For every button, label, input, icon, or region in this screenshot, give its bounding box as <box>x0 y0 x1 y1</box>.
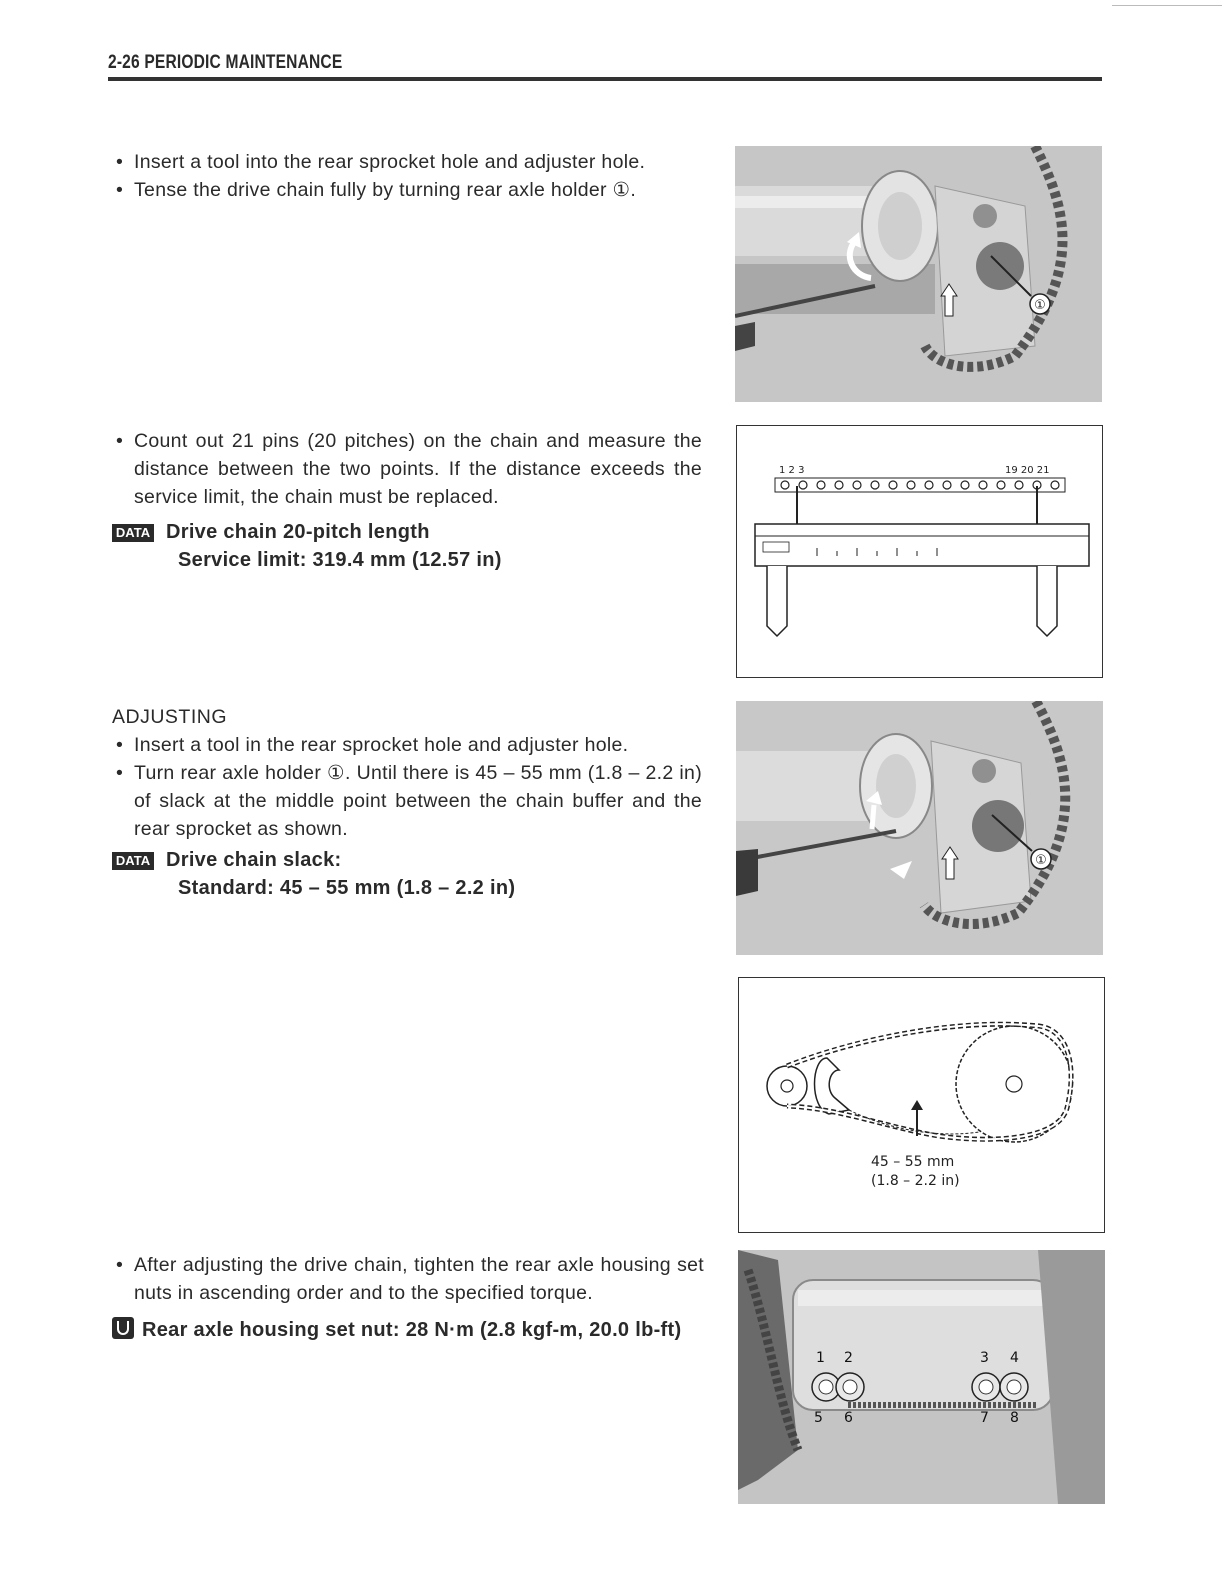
data-icon: DATA <box>112 524 154 542</box>
corner-mark <box>1112 5 1222 6</box>
bullet-tense-chain: • Tense the drive chain fully by turning rear axle holder ①. <box>112 176 702 204</box>
nut-label-7: 7 <box>980 1410 989 1426</box>
spec-chain-slack <box>112 846 702 902</box>
photo-rear-axle-tense-drawing <box>735 146 1102 402</box>
nut-label-4: 4 <box>1010 1350 1019 1366</box>
header-rule <box>108 77 1102 81</box>
bullet-count-pins: • Count out 21 pins (20 pitches) on the chain and measure the distance between the two points. If the distance exceeds the service limit, the chain must be replaced. <box>112 427 702 511</box>
section-3 <box>112 703 702 843</box>
nut-label-8: 8 <box>1010 1410 1019 1426</box>
nut-label-5: 5 <box>814 1410 823 1426</box>
nut-label-6: 6 <box>844 1410 853 1426</box>
section-4 <box>112 1251 704 1307</box>
nut-label-2: 2 <box>844 1350 853 1366</box>
adjusting-heading: ADJUSTING <box>112 706 228 728</box>
bullet-insert-tool: • Insert a tool into the rear sprocket hole and adjuster hole. <box>112 148 702 176</box>
spec-chain-length <box>112 518 702 574</box>
section-2 <box>112 427 702 511</box>
diagram-chain-gauge <box>736 425 1103 678</box>
photo-axle-housing-nuts <box>738 1250 1105 1504</box>
spec-chain-length-value: Service limit: 319.4 mm (12.57 in) <box>178 549 502 571</box>
spec-torque <box>112 1316 712 1344</box>
photo2-callout: ① <box>1035 853 1047 868</box>
spec-chain-slack-value: Standard: 45 – 55 mm (1.8 – 2.2 in) <box>178 877 516 899</box>
slack-measurement-in: (1.8 – 2.2 in) <box>871 1173 960 1189</box>
spec-chain-length-title: Drive chain 20-pitch length <box>166 521 430 543</box>
page-header <box>108 52 1102 82</box>
page-header-title: 2-26 PERIODIC MAINTENANCE <box>108 52 343 73</box>
photo-rear-axle-adjust <box>736 701 1103 955</box>
diagram-chain-slack-drawing <box>739 978 1103 1231</box>
bullet-insert-tool-adjust: • Insert a tool in the rear sprocket hole and adjuster hole. <box>112 731 702 759</box>
slack-measurement-mm: 45 – 55 mm <box>871 1154 955 1170</box>
diagram-chain-slack <box>738 977 1105 1233</box>
bullet-turn-axle-holder: • Turn rear axle holder ①. Until there is 45 – 55 mm (1.8 – 2.2 in) of slack at the middle point between the chain buffer and the rear sprocket as shown. <box>112 759 702 843</box>
gauge-pin-labels-left: 1 2 3 <box>779 465 805 476</box>
nut-label-1: 1 <box>816 1350 825 1366</box>
spec-torque-value: Rear axle housing set nut: 28 N·m (2.8 kgf-m, 20.0 lb-ft) <box>142 1319 682 1341</box>
nut-label-3: 3 <box>980 1350 989 1366</box>
section-1 <box>112 148 702 204</box>
photo-rear-axle-adjust-drawing <box>736 701 1103 955</box>
photo1-callout: ① <box>1034 298 1046 313</box>
diagram-chain-gauge-drawing <box>737 426 1101 676</box>
spec-chain-slack-title: Drive chain slack: <box>166 849 342 871</box>
photo-axle-housing-nuts-drawing <box>738 1250 1105 1504</box>
bullet-tighten-nuts: • After adjusting the drive chain, tighten the rear axle housing set nuts in ascending order and to the specified torque. <box>112 1251 704 1307</box>
data-icon: DATA <box>112 852 154 870</box>
gauge-pin-labels-right: 19 20 21 <box>1005 465 1050 476</box>
torque-wrench-icon <box>112 1317 134 1339</box>
photo-rear-axle-tense <box>735 146 1102 402</box>
